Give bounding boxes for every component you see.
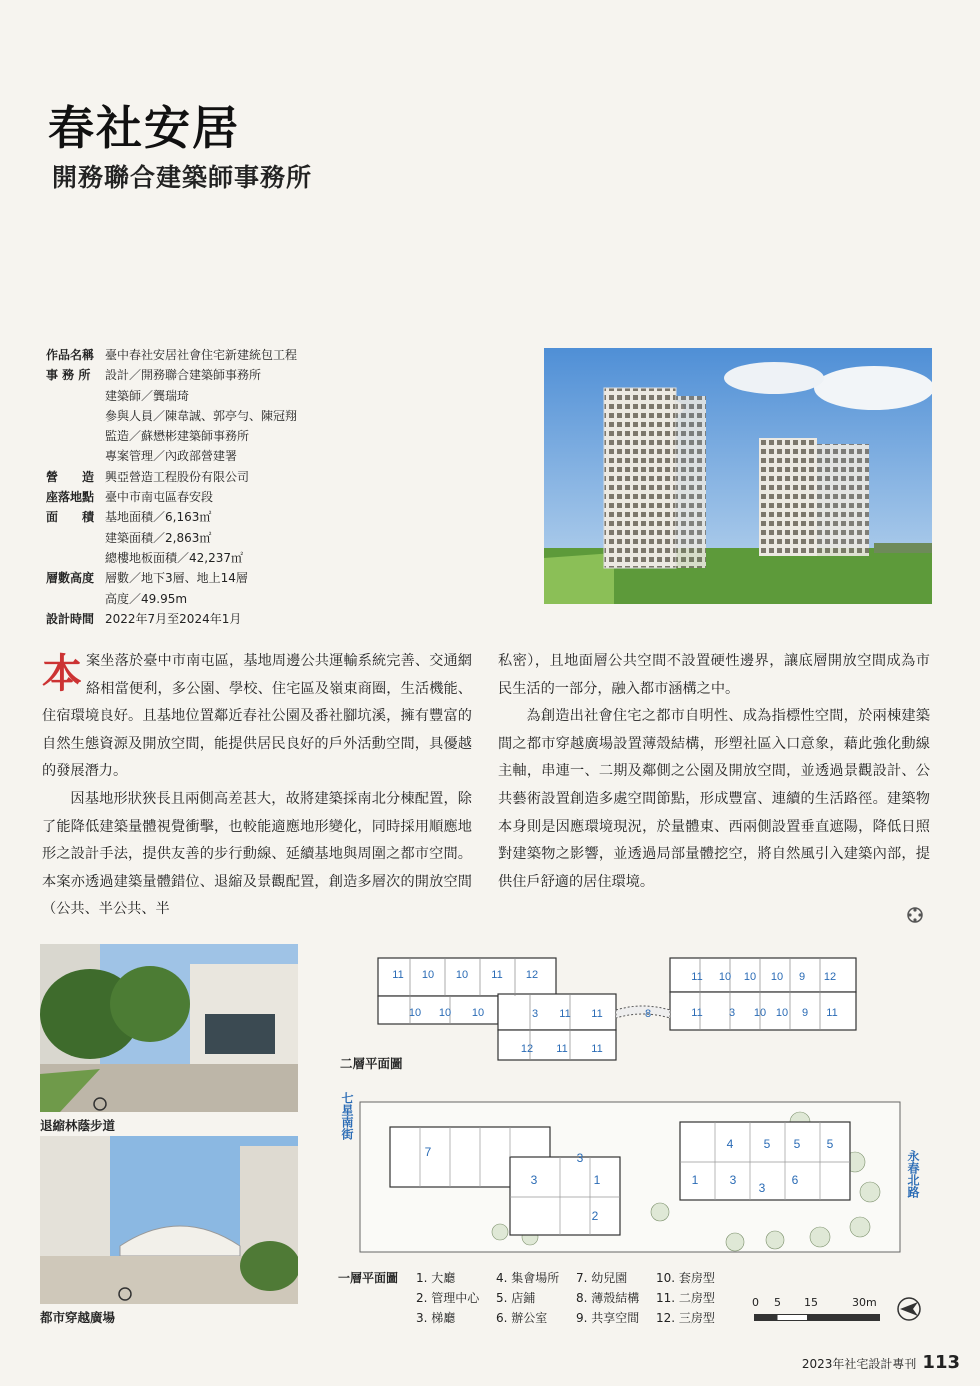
info-label <box>46 528 102 548</box>
room-label: 10 <box>408 1007 422 1019</box>
info-value: 總樓地板面積／42,237㎡ <box>105 550 243 565</box>
room-label: 6 <box>791 1173 799 1187</box>
ground-floor-plan <box>330 1092 930 1267</box>
legend-spacer <box>338 1288 416 1308</box>
info-row <box>46 548 486 568</box>
info-label: 層數高度 <box>46 571 95 586</box>
page-number: 113 <box>922 1352 960 1373</box>
info-value: 興亞營造工程股份有限公司 <box>105 469 250 484</box>
room-label: 11 <box>691 971 703 983</box>
info-row <box>46 528 486 548</box>
info-row <box>46 386 486 406</box>
info-label <box>46 406 102 426</box>
info-label <box>46 426 102 446</box>
urban-plaza-photo <box>40 1136 298 1304</box>
room-label: 3 <box>728 1007 736 1019</box>
page-subtitle: 開務聯合建築師事務所 <box>52 163 313 192</box>
info-label <box>46 386 102 406</box>
paragraph <box>42 648 472 786</box>
legend-item: 12. 三房型 <box>656 1311 715 1325</box>
info-value: 參與人員／陳韋誠、郭亭勻、陳冠翔 <box>105 408 298 423</box>
paragraph: 私密），且地面層公共空間不設置硬性邊界，讓底層開放空間成為市民生活的一部分，融入都市涵構之中。 <box>498 653 930 697</box>
body-column-right <box>498 648 930 896</box>
info-value: 設計／開務聯合建築師事務所 <box>105 368 262 383</box>
info-value: 臺中市南屯區春安段 <box>105 490 214 505</box>
info-label <box>46 589 102 609</box>
legend-title: 一層平面圖 <box>338 1271 399 1285</box>
legend-item: 5. 店鋪 <box>496 1291 536 1305</box>
info-label <box>46 548 102 568</box>
drop-cap: 本 <box>42 651 82 697</box>
legend-item: 1. 大廳 <box>416 1271 456 1285</box>
page-footer <box>802 1352 960 1373</box>
publication-name: 2023年社宅設計專刊 <box>801 1357 917 1371</box>
photo-caption: 都市穿越廣場 <box>40 1310 116 1325</box>
room-label: 12 <box>823 971 837 983</box>
room-label: 10 <box>753 1007 767 1019</box>
info-value: 專案管理／內政部營建署 <box>105 449 238 464</box>
info-label: 座落地點 <box>46 490 95 505</box>
legend-spacer <box>338 1308 416 1328</box>
scale-bar <box>752 1296 884 1326</box>
legend-item: 11. 二房型 <box>656 1291 715 1305</box>
info-label: 事 務 所 <box>46 368 91 383</box>
room-label: 11 <box>826 1007 838 1019</box>
scale-tick: 0 <box>752 1296 759 1309</box>
info-label: 作品名稱 <box>46 348 95 362</box>
scale-bar-graphic <box>754 1314 880 1321</box>
info-value: 建築面積／2,863㎡ <box>105 530 212 545</box>
room-label: 11 <box>591 1008 603 1020</box>
room-label: 3 <box>530 1173 538 1187</box>
paragraph-text: 案坐落於臺中市南屯區，基地周邊公共運輸系統完善、交通網絡相當便利，多公園、學校、住宅區及嶺東商圈，生活機能、住宿環境良好。且基地位置鄰近春社公園及番社腳坑溪，擁有豐富的自然生態資源及開放空間，能提供居民良好的戶外活動空間，具優越的發展潛力。 <box>42 653 472 780</box>
legend-row <box>338 1268 736 1288</box>
room-label: 3 <box>729 1173 737 1187</box>
scale-tick: 15 <box>804 1296 818 1309</box>
info-row <box>46 507 486 527</box>
room-label: 5 <box>826 1137 834 1151</box>
legend-item: 8. 薄殼結構 <box>576 1291 640 1305</box>
building-rendering-photo <box>544 348 932 604</box>
room-label: 11 <box>691 1007 703 1019</box>
room-label: 1 <box>593 1173 601 1187</box>
end-mark-icon <box>906 906 924 924</box>
info-row <box>46 365 486 385</box>
legend-item: 4. 集會場所 <box>496 1271 560 1285</box>
room-label: 7 <box>424 1145 432 1159</box>
info-row <box>46 589 486 609</box>
info-value: 高度／49.95m <box>105 591 188 606</box>
info-row <box>46 568 486 588</box>
legend-row <box>338 1308 736 1328</box>
legend-item: 3. 梯廳 <box>416 1311 456 1325</box>
room-label: 3 <box>758 1181 766 1195</box>
info-value: 臺中春社安居社會住宅新建統包工程 <box>105 348 298 362</box>
north-arrow-icon <box>896 1296 922 1322</box>
info-value: 建築師／龔瑞琦 <box>105 388 190 403</box>
room-label: 10 <box>455 969 469 981</box>
info-row <box>46 446 486 466</box>
room-label: 10 <box>770 971 784 983</box>
paragraph: 為創造出社會住宅之都市自明性、成為指標性空間，於兩棟建築間之都市穿越廣場設置薄殼結構，形塑社區入口意象，藉此強化動線主軸，串連一、二期及鄰側之公園及開放空間，並透過景觀設計、公共藝術設置創造多處空間節點，形成豐富、連續的生活路徑。建築物本身則是因應環境現況，於量體東、西兩側設置垂直遮陽，降低日照對建築物之影響，並透過局部量體挖空，將自然風引入建築內部，提供住戶舒適的居住環境。 <box>498 708 930 890</box>
legend-item: 10. 套房型 <box>656 1271 715 1285</box>
room-label: 5 <box>793 1137 801 1151</box>
scale-tick: 30m <box>852 1296 877 1309</box>
room-label: 9 <box>798 971 806 983</box>
info-row <box>46 609 486 629</box>
info-row <box>46 406 486 426</box>
plan-caption: 二層平面圖 <box>340 1056 403 1071</box>
info-label: 設計時間 <box>46 611 95 626</box>
room-label: 2 <box>591 1209 599 1223</box>
room-label: 5 <box>763 1137 771 1151</box>
page-title: 春社安居 <box>48 101 240 155</box>
street-label-west: 七星南街 <box>340 1092 354 1140</box>
room-label: 12 <box>525 969 539 981</box>
room-label: 11 <box>559 1008 571 1020</box>
info-label <box>46 446 102 466</box>
info-row <box>46 345 486 365</box>
room-label: 1 <box>691 1173 699 1187</box>
body-column-left <box>42 648 472 924</box>
plan-legend <box>338 1268 736 1328</box>
room-label: 11 <box>556 1043 568 1055</box>
info-value: 2022年7月至2024年1月 <box>105 611 242 626</box>
info-value: 監造／蘇懋彬建築師事務所 <box>105 429 250 444</box>
room-label: 3 <box>576 1151 584 1165</box>
room-label: 12 <box>520 1043 534 1055</box>
second-floor-plan <box>370 954 860 1066</box>
room-label: 10 <box>743 971 757 983</box>
street-label-east: 永春北路 <box>906 1150 920 1198</box>
room-label: 8 <box>644 1008 652 1020</box>
room-label: 11 <box>591 1043 603 1055</box>
legend-item: 7. 幼兒園 <box>576 1271 628 1285</box>
legend-row <box>338 1288 736 1308</box>
tree-walkway-photo <box>40 944 298 1112</box>
info-label: 面 積 <box>46 510 95 525</box>
room-label: 4 <box>726 1137 734 1151</box>
info-row <box>46 487 486 507</box>
room-label: 10 <box>471 1007 485 1019</box>
room-label: 10 <box>438 1007 452 1019</box>
scale-tick: 5 <box>774 1296 781 1309</box>
legend-item: 6. 辦公室 <box>496 1311 548 1325</box>
legend-item: 9. 共享空間 <box>576 1311 640 1325</box>
info-value: 層數／地下3層、地上14層 <box>105 571 248 586</box>
project-info <box>46 345 486 629</box>
info-label: 營 造 <box>46 469 95 484</box>
info-row <box>46 467 486 487</box>
info-row <box>46 426 486 446</box>
legend-item: 2. 管理中心 <box>416 1291 480 1305</box>
room-label: 11 <box>392 969 404 981</box>
room-label: 10 <box>421 969 435 981</box>
room-label: 3 <box>531 1008 539 1020</box>
room-label: 10 <box>718 971 732 983</box>
room-label: 11 <box>491 969 503 981</box>
photo-caption: 退縮林蔭步道 <box>40 1118 116 1133</box>
room-label: 10 <box>775 1007 789 1019</box>
paragraph: 因基地形狀狹長且兩側高差甚大，故將建築採南北分棟配置，除了能降低建築量體視覺衝擊，也較能適應地形變化，同時採用順應地形之設計手法，提供友善的步行動線、延續基地與周圍之都市空間。本案亦透過建築量體錯位、退縮及景觀配置，創造多層次的開放空間（公共、半公共、半 <box>42 790 472 918</box>
room-label: 9 <box>801 1007 809 1019</box>
info-value: 基地面積／6,163㎡ <box>105 510 212 525</box>
